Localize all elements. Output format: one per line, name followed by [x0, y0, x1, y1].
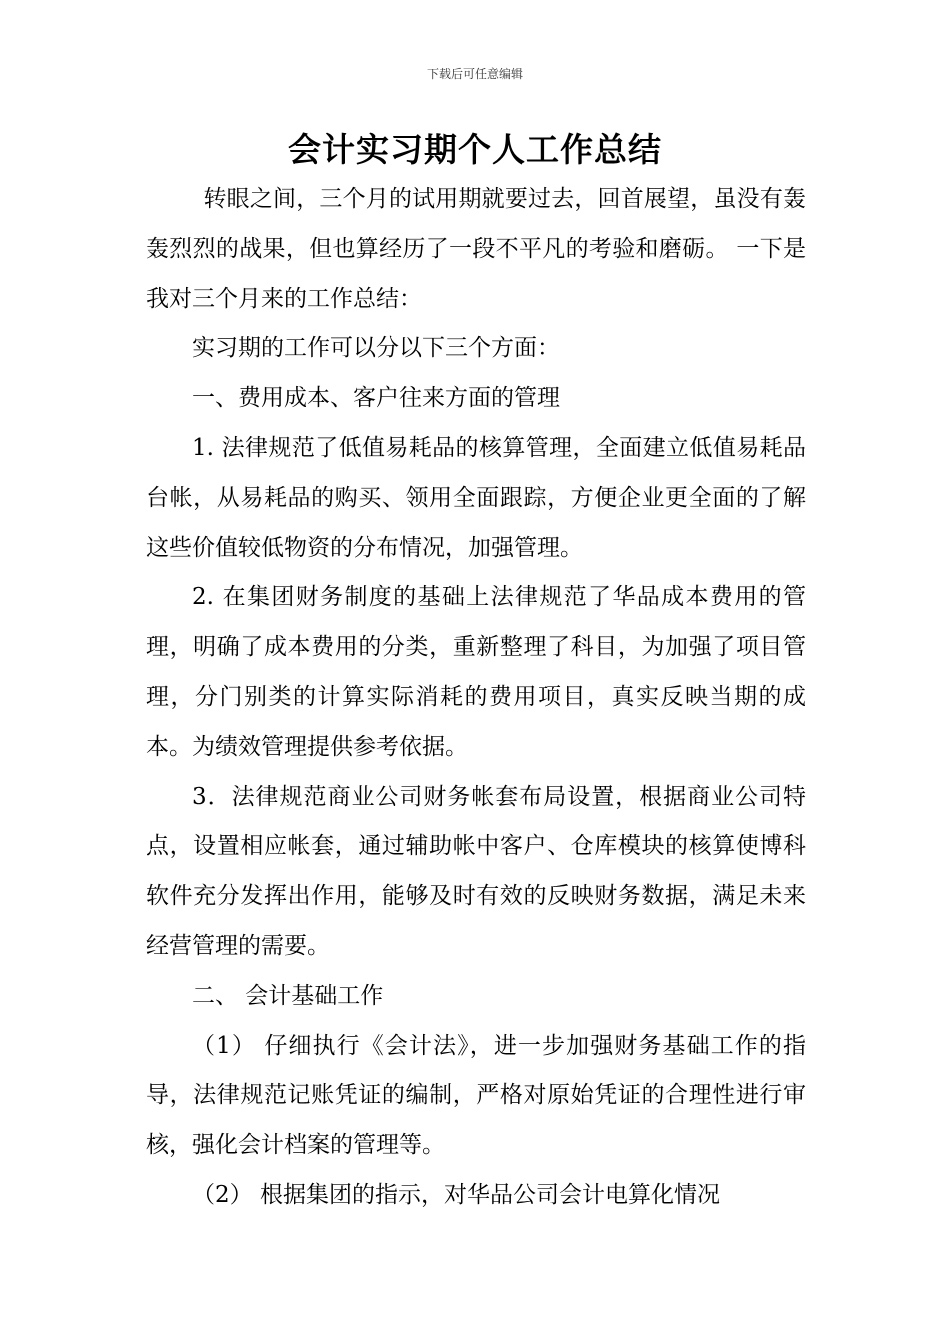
paragraph-subitem-2: （2） 根据集团的指示，对华品公司会计电算化情况 — [192, 1181, 720, 1208]
section-heading-2: 二、 会计基础工作 — [192, 982, 384, 1009]
paragraph-item-2: 2. 在集团财务制度的基础上法律规范了华品成本费用的管理，明确了成本费用的分类，重新整理了科目，为加强了项目管理，分门别类的计算实际消耗的费用项目，真实反映当期的成本。为绩效管理提供参考依据。 — [146, 584, 806, 760]
section-heading-1: 一、费用成本、客户往来方面的管理 — [192, 385, 560, 412]
paragraph-item-1: 1. 法律规范了低值易耗品的核算管理，全面建立低值易耗品台帐，从易耗品的购买、领用全面跟踪，方便企业更全面的了解这些价值较低物资的分布情况，加强管理。 — [146, 434, 806, 561]
paragraph-subitem-1: （1） 仔细执行《会计法》，进一步加强财务基础工作的指导，法律规范记账凭证的编制，严格对原始凭证的合理性进行审核，强化会计档案的管理等。 — [146, 1032, 806, 1159]
paragraph-overview: 实习期的工作可以分以下三个方面： — [192, 335, 560, 362]
paragraph-item-3: 3．法律规范商业公司财务帐套布局设置，根据商业公司特点，设置相应帐套，通过辅助帐中客户、仓库模块的核算使博科软件充分发挥出作用，能够及时有效的反映财务数据，满足未来经营管理的需要。 — [146, 783, 806, 959]
header-note: 下载后可任意编辑 — [426, 67, 523, 81]
document-body — [146, 175, 806, 1221]
document-title: 会计实习期个人工作总结 — [288, 130, 662, 169]
paragraph-intro: 转眼之间，三个月的试用期就要过去，回首展望，虽没有轰轰烈烈的战果，但也算经历了一段不平凡的考验和磨砺。 一下是我对三个月来的工作总结： — [146, 186, 806, 312]
